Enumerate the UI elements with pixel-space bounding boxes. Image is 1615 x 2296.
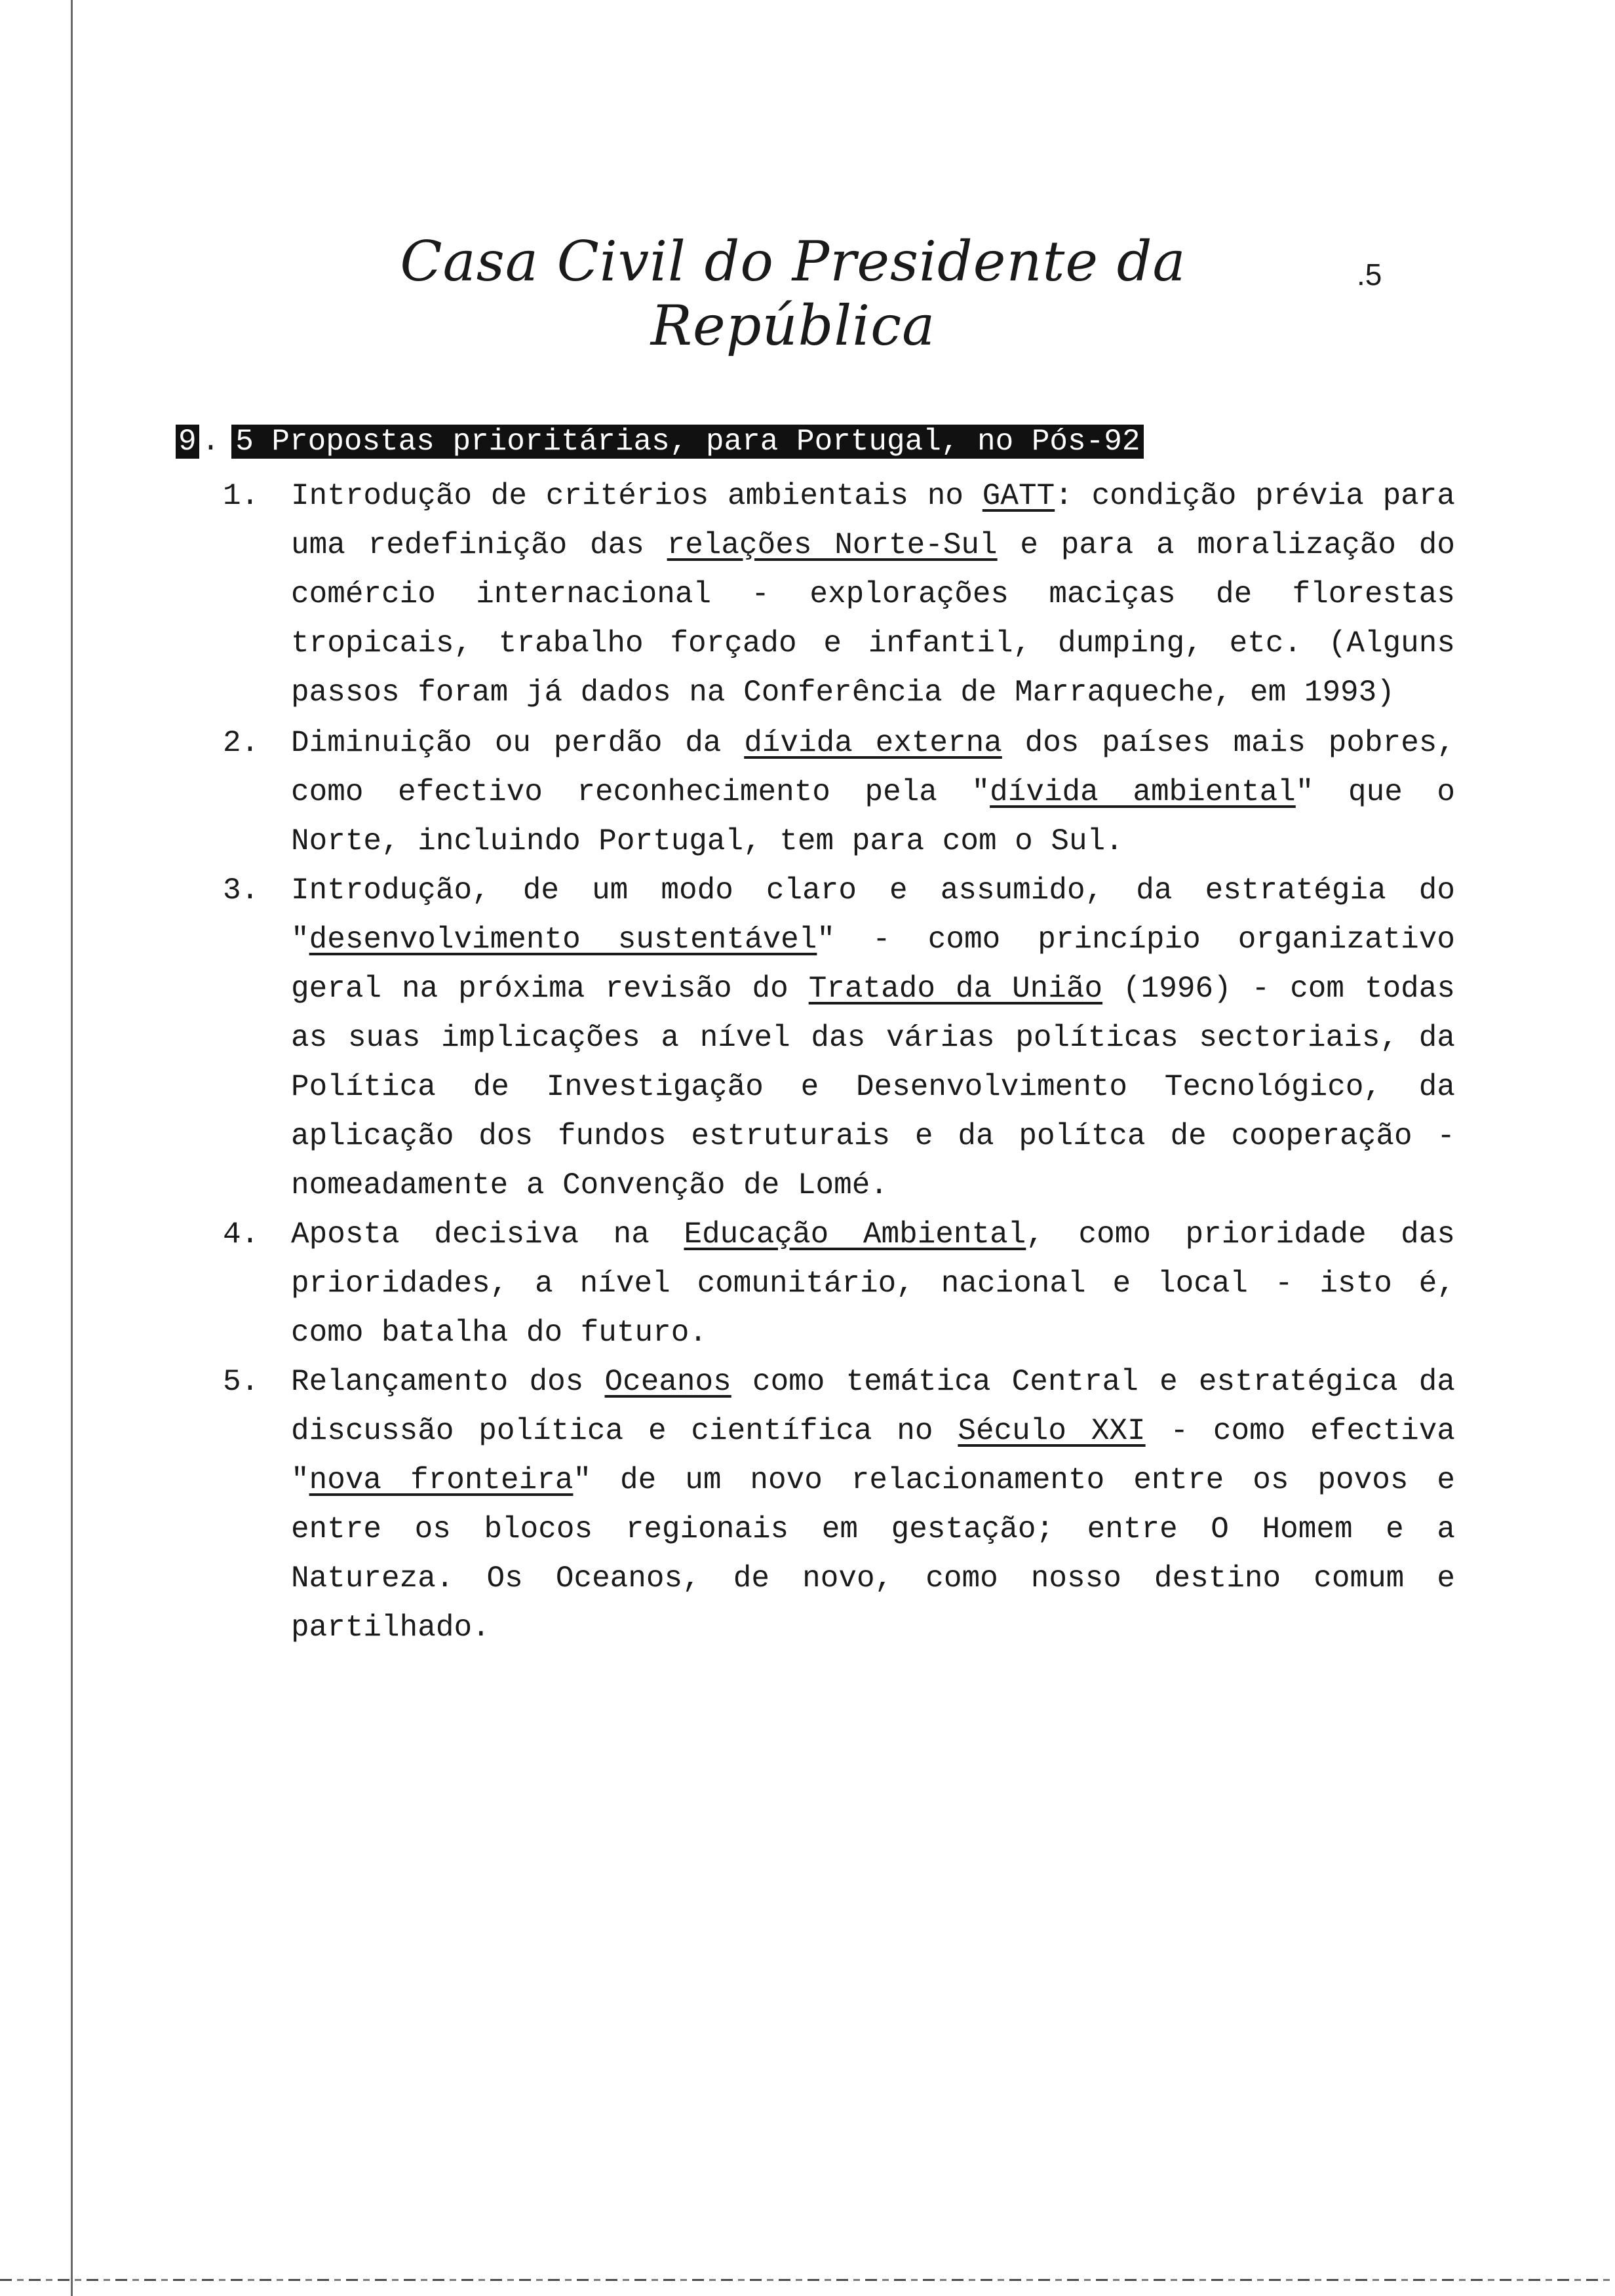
item-text: Relançamento dos Oceanos como temática Central e estratégica da discussão política e científica no Século XXI - como efectiva "nova fronteira" de um novo relacionamento entre os povos e entre os blocos regionais em gestação; entre O Homem e a Natureza. Os Oceanos, de novo, como nosso destino comum e partilhado. (291, 1365, 1456, 1645)
item-number: 1. (223, 479, 260, 513)
underlined-term: relações Norte-Sul (667, 528, 998, 562)
left-margin-line (71, 0, 73, 2296)
underlined-term: dívida ambiental (990, 775, 1296, 809)
proposal-item-1 (223, 472, 1455, 718)
proposals-list (223, 472, 1455, 1653)
underlined-term: dívida externa (744, 726, 1002, 760)
section-heading (176, 425, 1144, 459)
item-number: 2. (223, 726, 260, 760)
item-text: Introdução, de um modo claro e assumido, da estratégia do "desenvolvimento sustentável" - como princípio organizativo geral na próxima revisão do Tratado da União (1996) - com todas as suas implicações a nível das várias políticas sectoriais, da Política de Investigação e Desenvolvimento Tecnológico, da aplicação dos fundos estruturais e da polítca de cooperação - nomeadamente a Convenção de Lomé. (291, 873, 1455, 1202)
section-number-dot: . (201, 425, 220, 459)
bottom-edge-line (0, 2279, 1615, 2281)
item-text: Aposta decisiva na Educação Ambiental, como prioridade das prioridades, a nível comunitário, nacional e local - isto é, como batalha do futuro. (291, 1217, 1455, 1350)
proposal-item-5 (223, 1358, 1455, 1653)
underlined-term: Tratado da União (808, 972, 1103, 1006)
item-number: 5. (223, 1365, 260, 1399)
letterhead-title: Casa Civil do Presidente da República (400, 229, 1186, 358)
underlined-term: Educação Ambiental (684, 1217, 1026, 1252)
proposal-item-3 (223, 866, 1455, 1210)
proposal-item-2 (223, 719, 1455, 866)
underlined-term: Oceanos (604, 1365, 731, 1399)
underlined-term: nova fronteira (309, 1463, 574, 1497)
page-number: .5 (1357, 258, 1382, 292)
section-title: 5 Propostas prioritárias, para Portugal, no Pós-92 (231, 425, 1144, 459)
item-number: 4. (223, 1217, 260, 1252)
underlined-term: Século XXI (958, 1414, 1146, 1448)
section-number: 9 (176, 425, 199, 459)
item-number: 3. (223, 873, 260, 908)
item-text: Diminuição ou perdão da dívida externa dos países mais pobres, como efectivo reconhecimento pela "dívida ambiental" que o Norte, incluindo Portugal, tem para com o Sul. (291, 726, 1456, 858)
underlined-term: desenvolvimento sustentável (309, 923, 817, 957)
proposal-item-4 (223, 1210, 1455, 1358)
underlined-term: GATT (982, 479, 1055, 513)
item-text: Introdução de critérios ambientais no GATT: condição prévia para uma redefinição das relações Norte-Sul e para a moralização do comércio internacional - explorações maciças de florestas tropicais, trabalho forçado e infantil, dumping, etc. (Alguns passos foram já dados na Conferência de Marraqueche, em 1993) (291, 479, 1455, 710)
